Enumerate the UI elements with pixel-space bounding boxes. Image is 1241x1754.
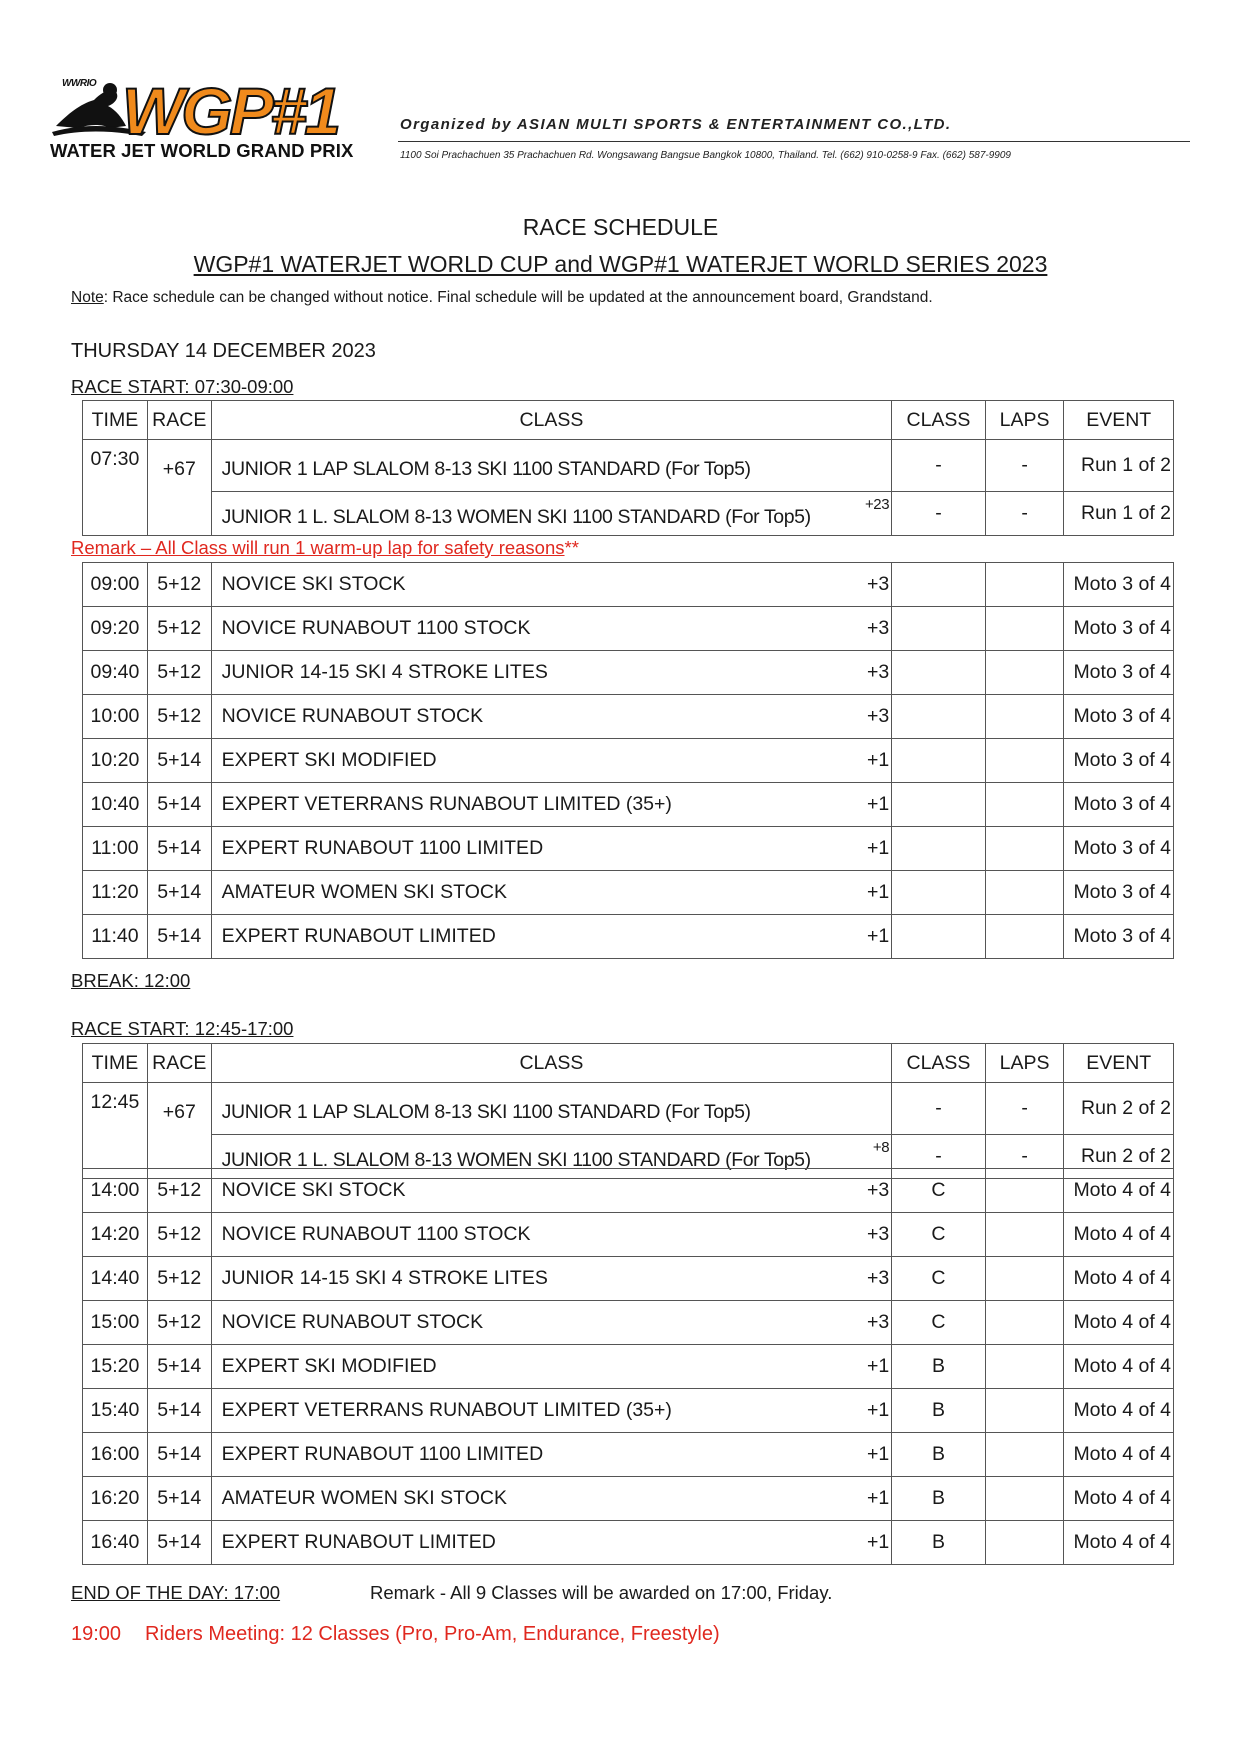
- time: 15:00: [83, 1301, 148, 1345]
- table-row: [83, 871, 1174, 915]
- class-cell: [211, 783, 892, 827]
- class-cell: [211, 695, 892, 739]
- class-cell: [211, 915, 892, 959]
- race: 5+14: [147, 915, 211, 959]
- class-name: JUNIOR 14-15 SKI 4 STROKE LITES: [221, 1267, 548, 1289]
- class-group: [892, 651, 986, 695]
- col-time: TIME: [83, 401, 148, 440]
- riders-meeting: [71, 1623, 720, 1646]
- col-time: TIME: [83, 1044, 148, 1083]
- logo-wwrio-text: WWRIO: [62, 78, 97, 89]
- event: Moto 4 of 4: [1064, 1477, 1174, 1521]
- race: 5+14: [147, 871, 211, 915]
- class-name: EXPERT VETERRANS RUNABOUT LIMITED (35+): [221, 1399, 672, 1421]
- table-row: [83, 1213, 1174, 1257]
- class-cell: [211, 491, 892, 535]
- laps: [985, 1389, 1064, 1433]
- laps: [985, 1257, 1064, 1301]
- time: 11:20: [83, 871, 148, 915]
- col-race: RACE: [147, 1044, 211, 1083]
- race: 5+14: [147, 1389, 211, 1433]
- class-group: C: [892, 1169, 986, 1213]
- race: 5+14: [147, 783, 211, 827]
- col-class-group: CLASS: [892, 1044, 986, 1083]
- class-extra: +3: [866, 661, 890, 683]
- class-name: NOVICE RUNABOUT 1100 STOCK: [221, 617, 531, 639]
- table-row: [83, 1433, 1174, 1477]
- session2-moto-table: [82, 1168, 1174, 1565]
- event: Moto 3 of 4: [1064, 827, 1174, 871]
- riders-meeting-time: 19:00: [71, 1623, 122, 1645]
- col-laps: LAPS: [985, 401, 1064, 440]
- race: 5+14: [147, 1433, 211, 1477]
- class-extra: +1: [866, 881, 890, 903]
- time: 10:40: [83, 783, 148, 827]
- col-race: RACE: [147, 401, 211, 440]
- laps: [985, 915, 1064, 959]
- class-group: [892, 871, 986, 915]
- laps: [985, 783, 1064, 827]
- class-cell: [211, 739, 892, 783]
- event: Moto 3 of 4: [1064, 695, 1174, 739]
- class-extra: +23: [864, 495, 890, 513]
- race: 5+12: [147, 651, 211, 695]
- table-row: [83, 827, 1174, 871]
- class-name: AMATEUR WOMEN SKI STOCK: [221, 1487, 507, 1509]
- col-laps: LAPS: [985, 1044, 1064, 1083]
- event: Run 1 of 2: [1064, 491, 1174, 535]
- session2-slalom-table: [82, 1043, 1174, 1179]
- time: 10:20: [83, 739, 148, 783]
- class-name: NOVICE RUNABOUT STOCK: [221, 705, 484, 727]
- col-class-group: CLASS: [892, 401, 986, 440]
- schedule-note: [71, 289, 933, 307]
- table-header-row: [83, 401, 1174, 440]
- laps: [985, 1169, 1064, 1213]
- class-extra: +3: [866, 1223, 890, 1245]
- header-divider: [398, 141, 1190, 142]
- race: 5+12: [147, 563, 211, 607]
- laps: [985, 871, 1064, 915]
- time: 09:40: [83, 651, 148, 695]
- class-extra: +3: [866, 1311, 890, 1333]
- session2-label: RACE START: 12:45-17:00: [71, 1018, 294, 1039]
- class-group: B: [892, 1433, 986, 1477]
- event: Run 2 of 2: [1064, 1083, 1174, 1135]
- race: 5+14: [147, 739, 211, 783]
- class-cell: [211, 607, 892, 651]
- class-name: EXPERT VETERRANS RUNABOUT LIMITED (35+): [221, 793, 672, 815]
- laps: [985, 739, 1064, 783]
- class-extra: +3: [866, 1179, 890, 1201]
- table-row: [83, 1257, 1174, 1301]
- class-name: NOVICE SKI STOCK: [221, 573, 406, 595]
- race: 5+12: [147, 1169, 211, 1213]
- class-name: EXPERT RUNABOUT LIMITED: [221, 1531, 496, 1553]
- event: Moto 4 of 4: [1064, 1521, 1174, 1565]
- event: Moto 3 of 4: [1064, 783, 1174, 827]
- table-row: [83, 1389, 1174, 1433]
- race: 5+12: [147, 695, 211, 739]
- class-group: -: [892, 491, 986, 535]
- event: Moto 4 of 4: [1064, 1301, 1174, 1345]
- class-cell: [211, 563, 892, 607]
- race: 5+12: [147, 1257, 211, 1301]
- laps: -: [985, 440, 1064, 492]
- class-extra: +1: [866, 1443, 890, 1465]
- laps: -: [985, 491, 1064, 535]
- time: 14:40: [83, 1257, 148, 1301]
- class-group: -: [892, 1083, 986, 1135]
- class-cell: [211, 1389, 892, 1433]
- time: 14:00: [83, 1169, 148, 1213]
- class-cell: [211, 1345, 892, 1389]
- event: Moto 4 of 4: [1064, 1213, 1174, 1257]
- class-cell: [211, 1301, 892, 1345]
- logo-wordmark: WGP#1: [122, 74, 339, 148]
- time: 14:20: [83, 1213, 148, 1257]
- event: Moto 3 of 4: [1064, 607, 1174, 651]
- laps: [985, 1345, 1064, 1389]
- page-title: RACE SCHEDULE: [522, 214, 719, 240]
- event: Moto 4 of 4: [1064, 1389, 1174, 1433]
- table-row: [83, 1345, 1174, 1389]
- class-name: JUNIOR 1 L. SLALOM 8-13 WOMEN SKI 1100 STANDARD (For Top5): [221, 1148, 811, 1171]
- class-group: B: [892, 1345, 986, 1389]
- table-row: [83, 440, 1174, 492]
- race: 5+14: [147, 1345, 211, 1389]
- session1-slalom-table: [82, 400, 1174, 536]
- event: Moto 3 of 4: [1064, 915, 1174, 959]
- warmup-remark-suffix: **: [564, 537, 579, 558]
- class-group: [892, 695, 986, 739]
- warmup-remark-text: Remark – All Class will run 1 warm-up lap for safety reasons: [71, 537, 565, 558]
- laps: [985, 1301, 1064, 1345]
- race: 5+12: [147, 1213, 211, 1257]
- class-name: JUNIOR 14-15 SKI 4 STROKE LITES: [221, 661, 548, 683]
- event: Run 2 of 2: [1064, 1134, 1174, 1178]
- laps: [985, 1477, 1064, 1521]
- col-class: CLASS: [211, 401, 892, 440]
- class-extra: +1: [866, 925, 890, 947]
- laps: -: [985, 1134, 1064, 1178]
- class-group: [892, 739, 986, 783]
- class-group: [892, 563, 986, 607]
- event: Moto 4 of 4: [1064, 1345, 1174, 1389]
- event: Moto 4 of 4: [1064, 1257, 1174, 1301]
- time: 11:40: [83, 915, 148, 959]
- class-cell: [211, 827, 892, 871]
- laps: [985, 695, 1064, 739]
- note-label: Note: [71, 289, 104, 306]
- time: 09:20: [83, 607, 148, 651]
- class-name: EXPERT RUNABOUT 1100 LIMITED: [221, 837, 544, 859]
- page-subtitle: WGP#1 WATERJET WORLD CUP and WGP#1 WATERJET WORLD SERIES 2023: [193, 251, 1048, 277]
- event: Moto 4 of 4: [1064, 1433, 1174, 1477]
- time: 16:20: [83, 1477, 148, 1521]
- table-row: [83, 1521, 1174, 1565]
- class-extra: +1: [866, 1487, 890, 1509]
- session1-moto-table: [82, 562, 1174, 959]
- race: 5+14: [147, 1477, 211, 1521]
- class-name: EXPERT SKI MODIFIED: [221, 749, 437, 771]
- class-group: [892, 783, 986, 827]
- class-name: JUNIOR 1 LAP SLALOM 8-13 SKI 1100 STANDARD (For Top5): [221, 457, 751, 480]
- class-extra: +3: [866, 573, 890, 595]
- race: 5+14: [147, 827, 211, 871]
- table-row: [83, 739, 1174, 783]
- table-header-row: [83, 1044, 1174, 1083]
- event: Moto 3 of 4: [1064, 563, 1174, 607]
- slalom-time: 07:30: [83, 440, 148, 536]
- class-extra: +1: [866, 1399, 890, 1421]
- class-cell: [211, 1433, 892, 1477]
- class-extra: +3: [866, 617, 890, 639]
- class-name: NOVICE RUNABOUT 1100 STOCK: [221, 1223, 531, 1245]
- laps: [985, 1521, 1064, 1565]
- class-group: [892, 915, 986, 959]
- laps: [985, 651, 1064, 695]
- class-extra: +1: [866, 793, 890, 815]
- class-group: C: [892, 1213, 986, 1257]
- class-group: C: [892, 1257, 986, 1301]
- laps: [985, 827, 1064, 871]
- session1-label: RACE START: 07:30-09:00: [71, 376, 294, 397]
- table-row: [83, 1169, 1174, 1213]
- class-cell: [211, 1257, 892, 1301]
- table-row: [83, 651, 1174, 695]
- class-cell: [211, 1169, 892, 1213]
- class-cell: [211, 1477, 892, 1521]
- logo-subtitle: WATER JET WORLD GRAND PRIX: [50, 140, 354, 161]
- slalom-race: +67: [147, 440, 211, 492]
- class-group: [892, 827, 986, 871]
- class-name: EXPERT RUNABOUT LIMITED: [221, 925, 496, 947]
- class-group: -: [892, 1134, 986, 1178]
- class-cell: [211, 1083, 892, 1135]
- event: Run 1 of 2: [1064, 440, 1174, 492]
- class-extra: +1: [866, 837, 890, 859]
- class-name: NOVICE RUNABOUT STOCK: [221, 1311, 484, 1333]
- slalom-time: 12:45: [83, 1083, 148, 1179]
- awards-remark: Remark - All 9 Classes will be awarded on 17:00, Friday.: [370, 1582, 833, 1603]
- table-row: [83, 1477, 1174, 1521]
- class-cell: [211, 651, 892, 695]
- class-group: C: [892, 1301, 986, 1345]
- event: Moto 3 of 4: [1064, 871, 1174, 915]
- table-row: [83, 915, 1174, 959]
- laps: -: [985, 1083, 1064, 1135]
- class-name: EXPERT RUNABOUT 1100 LIMITED: [221, 1443, 544, 1465]
- note-text: : Race schedule can be changed without notice. Final schedule will be updated at the announcement board, Grandstand.: [103, 289, 933, 306]
- organizer-address: 1100 Soi Prachachuen 35 Prachachuen Rd. Wongsawang Bangsue Bangkok 10800, Thailand. Tel. (662) 910-0258-9 Fax. (662) 587-9909: [400, 150, 1011, 161]
- laps: [985, 607, 1064, 651]
- class-name: JUNIOR 1 L. SLALOM 8-13 WOMEN SKI 1100 STANDARD (For Top5): [221, 505, 811, 528]
- riders-meeting-text: Riders Meeting: 12 Classes (Pro, Pro-Am, Endurance, Freestyle): [145, 1623, 720, 1645]
- table-row: [83, 1301, 1174, 1345]
- class-group: B: [892, 1389, 986, 1433]
- end-of-day: END OF THE DAY: 17:00: [71, 1582, 281, 1603]
- class-group: -: [892, 440, 986, 492]
- race: 5+12: [147, 607, 211, 651]
- time: 09:00: [83, 563, 148, 607]
- class-extra: +3: [866, 705, 890, 727]
- class-name: AMATEUR WOMEN SKI STOCK: [221, 881, 507, 903]
- race-empty: [147, 491, 211, 535]
- class-name: NOVICE SKI STOCK: [221, 1179, 406, 1201]
- wgp-logo: [50, 74, 380, 164]
- class-name: EXPERT SKI MODIFIED: [221, 1355, 437, 1377]
- class-extra: +8: [872, 1138, 890, 1156]
- class-group: B: [892, 1477, 986, 1521]
- time: 11:00: [83, 827, 148, 871]
- class-cell: [211, 440, 892, 492]
- event: Moto 3 of 4: [1064, 739, 1174, 783]
- class-extra: +1: [866, 749, 890, 771]
- organizer-line: Organized by ASIAN MULTI SPORTS & ENTERTAINMENT CO.,LTD.: [400, 116, 952, 133]
- table-row: [83, 563, 1174, 607]
- class-cell: [211, 1213, 892, 1257]
- class-extra: +1: [866, 1355, 890, 1377]
- col-event: EVENT: [1064, 401, 1174, 440]
- race: 5+12: [147, 1301, 211, 1345]
- col-event: EVENT: [1064, 1044, 1174, 1083]
- laps: [985, 1213, 1064, 1257]
- table-row: [83, 607, 1174, 651]
- class-name: JUNIOR 1 LAP SLALOM 8-13 SKI 1100 STANDARD (For Top5): [221, 1100, 751, 1123]
- slalom-race: +67: [147, 1083, 211, 1135]
- race: 5+14: [147, 1521, 211, 1565]
- laps: [985, 1433, 1064, 1477]
- class-group: B: [892, 1521, 986, 1565]
- day-heading: THURSDAY 14 DECEMBER 2023: [71, 340, 376, 362]
- time: 15:40: [83, 1389, 148, 1433]
- warmup-remark: [71, 537, 579, 559]
- event: Moto 4 of 4: [1064, 1169, 1174, 1213]
- class-extra: +1: [866, 1531, 890, 1553]
- event: Moto 3 of 4: [1064, 651, 1174, 695]
- class-group: [892, 607, 986, 651]
- table-row: [83, 783, 1174, 827]
- class-cell: [211, 871, 892, 915]
- time: 16:00: [83, 1433, 148, 1477]
- table-row: [83, 1083, 1174, 1135]
- time: 15:20: [83, 1345, 148, 1389]
- class-extra: +3: [866, 1267, 890, 1289]
- break-label: BREAK: 12:00: [71, 970, 191, 991]
- laps: [985, 563, 1064, 607]
- class-cell: [211, 1521, 892, 1565]
- table-row: [83, 695, 1174, 739]
- time: 16:40: [83, 1521, 148, 1565]
- time: 10:00: [83, 695, 148, 739]
- col-class: CLASS: [211, 1044, 892, 1083]
- table-row: [83, 491, 1174, 535]
